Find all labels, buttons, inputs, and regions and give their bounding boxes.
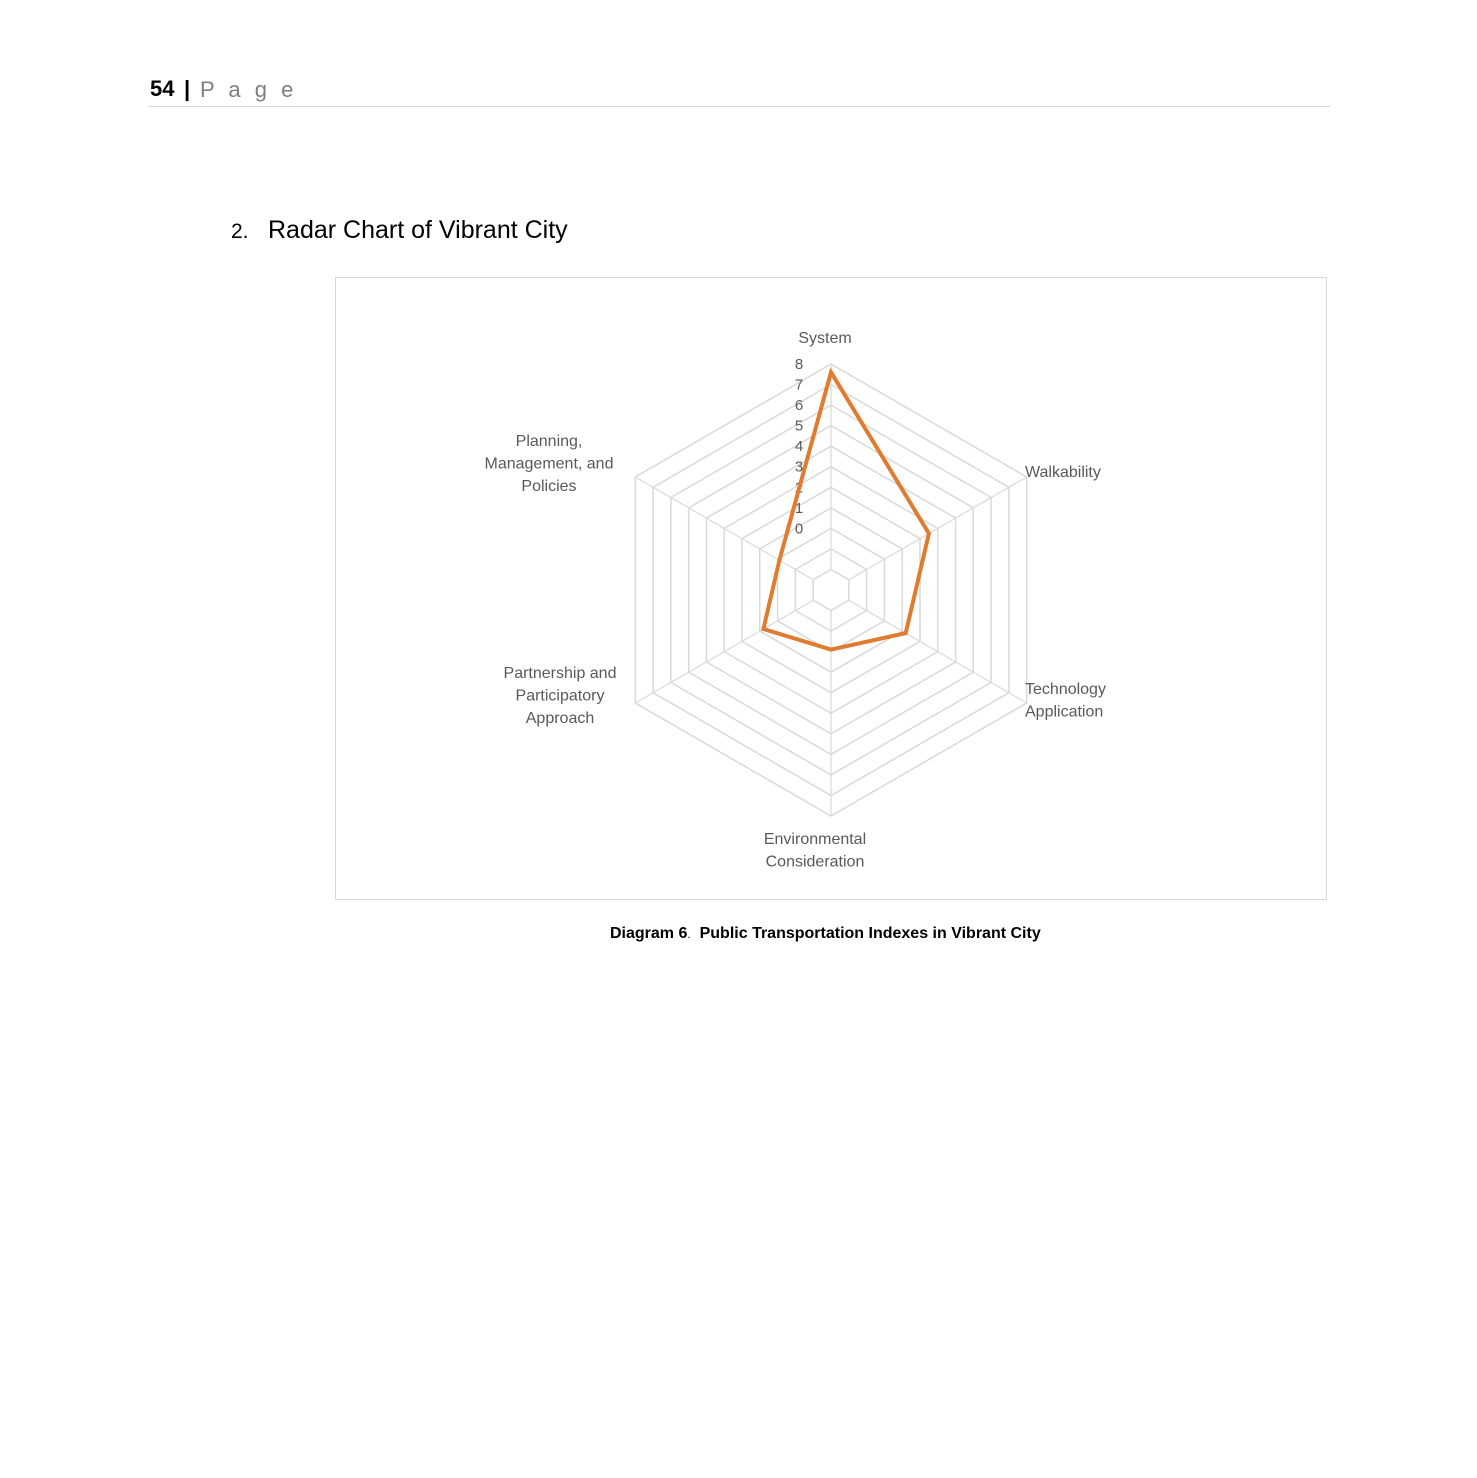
grid-ring (813, 570, 849, 611)
tick-label: 2 (794, 479, 804, 497)
page-word: P a g e (200, 77, 298, 102)
figure-caption (610, 925, 1041, 943)
axis-label (798, 330, 851, 347)
tick-label: 7 (794, 376, 804, 394)
axis-label (504, 665, 617, 727)
caption-dot: . (687, 927, 691, 941)
section-number: 2. (231, 220, 249, 243)
tick-label: 1 (794, 499, 804, 517)
axis-label (1025, 681, 1106, 721)
caption-label: Diagram 6 (610, 925, 688, 942)
axis-label-line: Participatory (515, 687, 605, 705)
tick-label: 4 (794, 438, 804, 456)
axis-label (1025, 464, 1101, 481)
tick-label: 6 (794, 397, 804, 415)
axis-label-line: Walkability (1025, 464, 1101, 481)
tick-label: 3 (794, 458, 804, 476)
tick-label: 8 (794, 356, 804, 373)
tick-label: 5 (794, 417, 804, 435)
radar-chart (1, 1, 1477, 1478)
axis-label-line: Partnership and (503, 665, 617, 682)
page-number: 54 (150, 76, 175, 101)
axis-label-line: Application (1025, 703, 1104, 721)
axis-label-line: Policies (521, 478, 577, 495)
axis-label-line: Approach (525, 710, 595, 727)
radar-grid (635, 364, 1026, 816)
axis-label-line: Technology (1025, 681, 1106, 698)
page-separator: | (184, 76, 191, 101)
section-title: Radar Chart of Vibrant City (268, 216, 568, 244)
tick-label: 0 (794, 520, 804, 538)
axis-label-line: System (798, 330, 852, 347)
axis-label (485, 433, 614, 495)
caption-text: Public Transportation Indexes in Vibrant City (699, 925, 1041, 942)
axis-label-line: Planning, (515, 433, 583, 450)
axis-label (764, 831, 866, 871)
axis-label-line: Consideration (765, 853, 865, 871)
axis-label-line: Environmental (763, 831, 867, 848)
axis-label-line: Management, and (484, 455, 614, 473)
chart-frame (335, 277, 1327, 900)
radar-ticks (795, 356, 803, 537)
